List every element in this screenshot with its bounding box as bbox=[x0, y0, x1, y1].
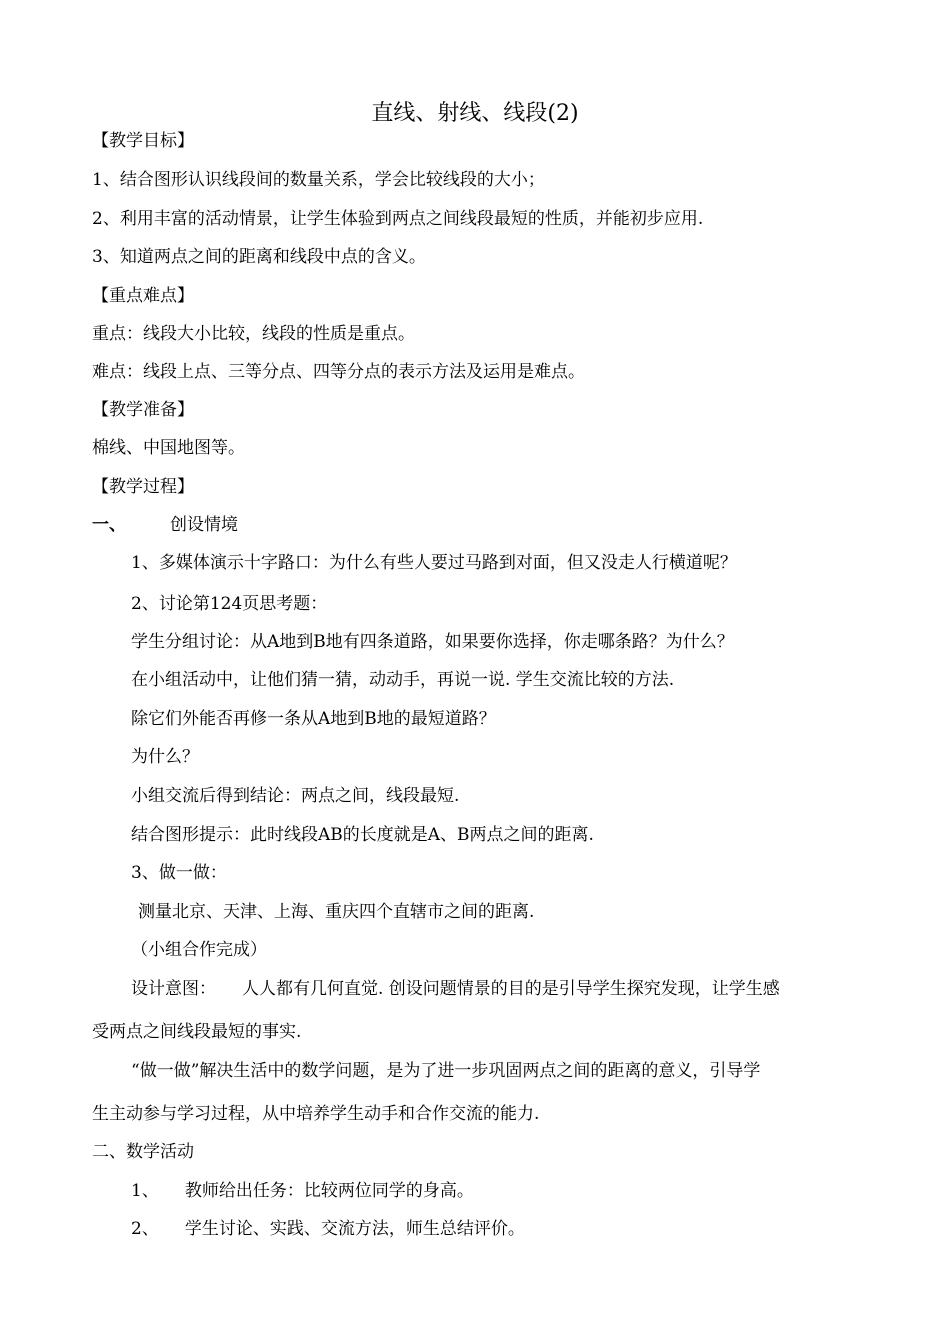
design-intent-line-4: 生主动参与学习过程，从中培养学生动手和合作交流的能力. bbox=[92, 1104, 540, 1124]
design-intent-line-1 bbox=[131, 978, 780, 1000]
part1-item-7: 小组交流后得到结论：两点之间，线段最短. bbox=[131, 786, 460, 806]
document-title: 直线、射线、线段(2) bbox=[371, 101, 579, 126]
design-intent-label: 设计意图： bbox=[131, 979, 216, 999]
part2-item-1-text: 教师给出任务：比较两位同学的身高。 bbox=[184, 1181, 474, 1201]
design-intent-line-2: 受两点之间线段最短的事实. bbox=[92, 1022, 302, 1042]
key-point: 重点：线段大小比较，线段的性质是重点。 bbox=[92, 324, 415, 344]
prep-heading: 【教学准备】 bbox=[92, 400, 194, 420]
part1-item-3: 学生分组讨论：从A地到B地有四条道路，如果要你选择，你走哪条路？为什么？ bbox=[131, 632, 734, 652]
goal-item-3: 3、知道两点之间的距离和线段中点的含义。 bbox=[92, 247, 426, 267]
part2-item-2-text: 学生讨论、实践、交流方法，师生总结评价。 bbox=[184, 1219, 525, 1239]
key-heading: 【重点难点】 bbox=[92, 286, 194, 306]
part1-task-note: （小组合作完成） bbox=[131, 940, 267, 960]
difficult-point: 难点：线段上点、三等分点、四等分点的表示方法及运用是难点。 bbox=[92, 362, 585, 382]
part2-item-1 bbox=[131, 1180, 474, 1202]
part1-item-1: 1、多媒体演示十字路口：为什么有些人要过马路到对面，但又没走人行横道呢？ bbox=[131, 553, 737, 573]
design-intent-text-1: 人人都有几何直觉. 创设问题情景的目的是引导学生探究发现，让学生感 bbox=[242, 979, 780, 999]
goal-item-1: 1、结合图形认识线段间的数量关系，学会比较线段的大小； bbox=[92, 170, 545, 190]
goal-item-2: 2、利用丰富的活动情景，让学生体验到两点之间线段最短的性质，并能初步应用. bbox=[92, 209, 704, 229]
design-intent-line-3: “做一做”解决生活中的数学问题，是为了进一步巩固两点之间的距离的意义，引导学 bbox=[131, 1061, 761, 1081]
part1-item-9: 3、做一做： bbox=[131, 863, 227, 883]
part2-item-2 bbox=[131, 1218, 525, 1240]
part1-item-4: 在小组活动中，让他们猜一猜，动动手，再说一说. 学生交流比较的方法. bbox=[131, 670, 675, 690]
part1-task: 测量北京、天津、上海、重庆四个直辖市之间的距离. bbox=[138, 902, 535, 922]
part1-item-6: 为什么？ bbox=[131, 747, 199, 767]
goals-heading: 【教学目标】 bbox=[92, 131, 194, 151]
part2-item-1-number: 1、 bbox=[131, 1181, 159, 1201]
part1-item-5: 除它们外能否再修一条从A地到B地的最短道路？ bbox=[131, 709, 496, 729]
part1-heading bbox=[92, 514, 238, 536]
part1-item-2: 2、讨论第124页思考题： bbox=[131, 594, 328, 614]
part1-number: 一、 bbox=[92, 515, 126, 535]
part2-item-2-number: 2、 bbox=[131, 1219, 159, 1239]
prep-text: 棉线、中国地图等。 bbox=[92, 438, 245, 458]
part2-heading: 二、数学活动 bbox=[92, 1142, 194, 1162]
part1-title: 创设情境 bbox=[170, 515, 238, 535]
process-heading: 【教学过程】 bbox=[92, 477, 194, 497]
part1-item-8: 结合图形提示：此时线段AB的长度就是A、B两点之间的距离. bbox=[131, 825, 594, 845]
